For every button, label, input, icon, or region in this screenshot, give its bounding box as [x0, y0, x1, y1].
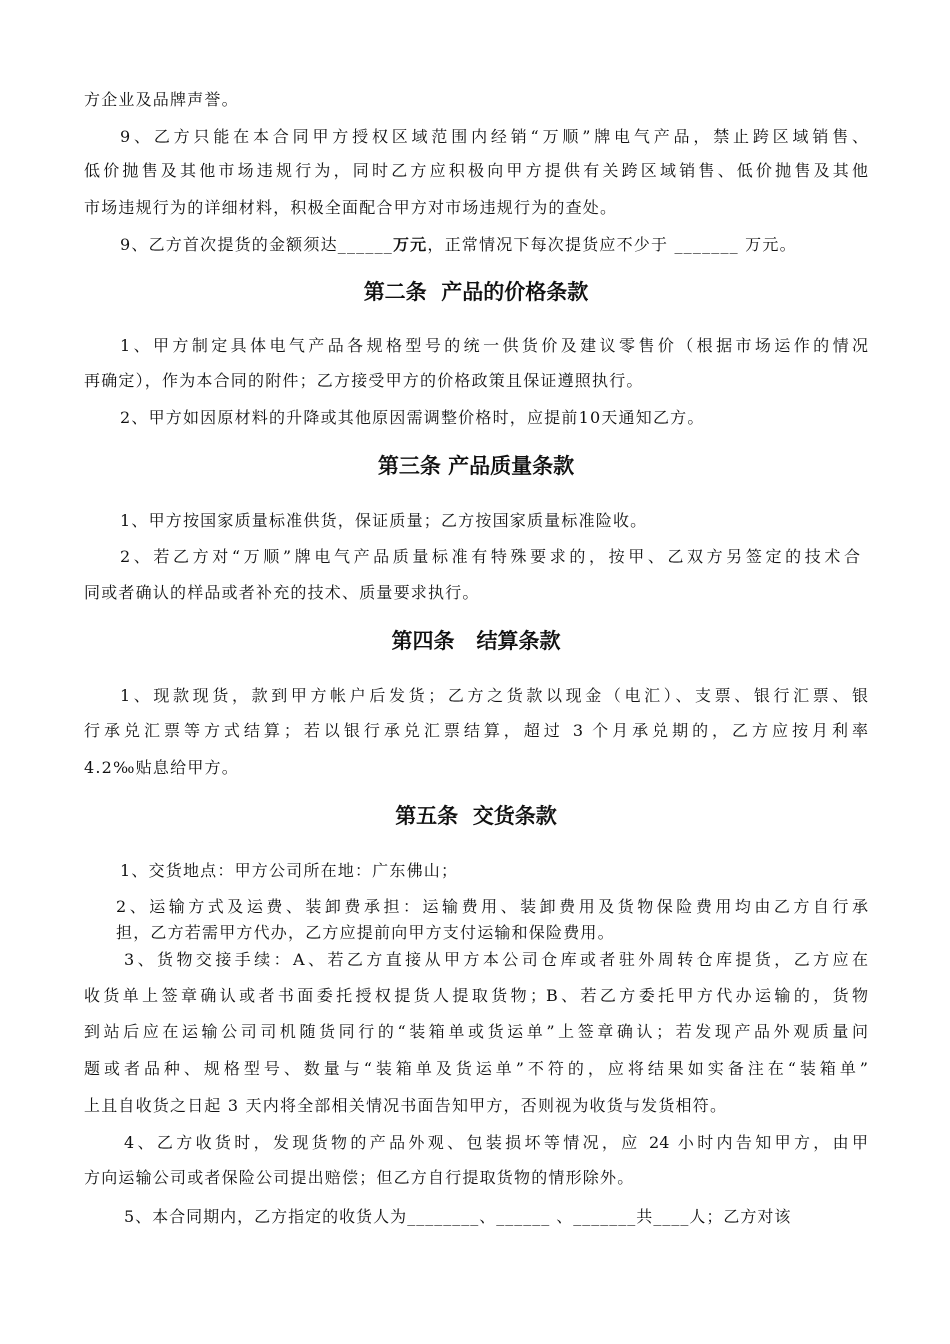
- paragraph-line: 4.2‰贴息给甲方。: [84, 758, 239, 777]
- paragraph-line: 方企业及品牌声誉。: [84, 90, 239, 109]
- paragraph-line: 1、交货地点：甲方公司所在地：广东佛山；: [120, 861, 459, 880]
- paragraph-line: 行承兑汇票等方式结算；若以银行承兑汇票结算，超过 3 个月承兑期的，乙方应按月利率: [84, 721, 868, 740]
- paragraph-line: 同或者确认的样品或者补充的技术、质量要求执行。: [84, 583, 480, 602]
- paragraph-line: 担，乙方若需甲方代办，乙方应提前向甲方支付运输和保险费用。: [116, 923, 615, 942]
- paragraph-line: 到站后应在运输公司司机随货同行的“装箱单或货运单”上签章确认；若发现产品外观质量问: [84, 1022, 868, 1041]
- paragraph-line: 收货单上签章确认或者书面委托授权提货人提取货物；B、若乙方委托甲方代办运输的，货物: [84, 986, 868, 1005]
- text-segment: 万元。: [738, 235, 797, 254]
- paragraph-line-with-blanks: [124, 1206, 868, 1228]
- text-segment: 共: [636, 1207, 654, 1226]
- paragraph-line: 1、甲方按国家质量标准供货，保证质量；乙方按国家质量标准险收。: [120, 511, 648, 530]
- paragraph-line: 2、甲方如因原材料的升降或其他原因需调整价格时，应提前10天通知乙方。: [120, 408, 705, 427]
- receiver-blank: _______: [573, 1207, 637, 1226]
- text-segment: 、: [550, 1207, 574, 1226]
- section-heading: 第三条 产品质量条款: [377, 454, 575, 478]
- amount-blank: _______: [674, 235, 739, 254]
- text-segment: 9、乙方首次提货的金额须达: [120, 235, 338, 254]
- count-blank: ____: [653, 1207, 690, 1226]
- receiver-blank: ______: [496, 1207, 551, 1226]
- paragraph-line: 1、甲方制定具体电气产品各规格型号的统一供货价及建议零售价（根据市场运作的情况: [120, 336, 868, 355]
- unit-label: 万元: [392, 235, 428, 254]
- paragraph-line: 2、运输方式及运费、装卸费承担：运输费用、装卸费用及货物保险费用均由乙方自行承: [116, 897, 868, 916]
- paragraph-line: 上且自收货之日起 3 天内将全部相关情况书面告知甲方，否则视为收货与发货相符。: [84, 1096, 728, 1115]
- paragraph-line: 题或者品种、规格型号、数量与“装箱单及货运单”不符的，应将结果如实备注在“装箱单”: [84, 1059, 868, 1078]
- text-segment: 人；乙方对该: [689, 1207, 792, 1226]
- paragraph-line: 市场违规行为的详细材料，积极全面配合甲方对市场违规行为的查处。: [84, 198, 618, 217]
- section-heading: 第四条 结算条款: [391, 629, 561, 653]
- paragraph-line-with-blanks: [120, 234, 868, 256]
- paragraph-line: 3、货物交接手续：A、若乙方直接从甲方本公司仓库或者驻外周转仓库提货，乙方应在: [124, 950, 868, 969]
- text-segment: 、: [479, 1207, 497, 1226]
- text-segment: ，正常情况下每次提货应不少于: [427, 235, 675, 254]
- paragraph-line: 9、乙方只能在本合同甲方授权区域范围内经销“万顺”牌电气产品，禁止跨区域销售、: [120, 127, 868, 146]
- section-heading: 第二条 产品的价格条款: [363, 280, 589, 304]
- paragraph-line: 方向运输公司或者保险公司提出赔偿；但乙方自行提取货物的情形除外。: [84, 1168, 635, 1187]
- paragraph-line: 2、若乙方对“万顺”牌电气产品质量标准有特殊要求的，按甲、乙双方另签定的技术合: [120, 547, 860, 566]
- amount-blank: ______: [337, 235, 393, 254]
- text-segment: 5、本合同期内，乙方指定的收货人为: [124, 1207, 408, 1226]
- paragraph-line: 再确定），作为本合同的附件；乙方接受甲方的价格政策且保证遵照执行。: [84, 371, 644, 390]
- receiver-blank: ________: [407, 1207, 480, 1226]
- section-heading: 第五条 交货条款: [395, 804, 557, 828]
- paragraph-line: 4、乙方收货时，发现货物的产品外观、包装损坏等情况，应 24 小时内告知甲方，由甲: [124, 1133, 868, 1152]
- paragraph-line: 低价抛售及其他市场违规行为，同时乙方应积极向甲方提供有关跨区域销售、低价抛售及其他: [84, 161, 868, 180]
- paragraph-line: 1、现款现货，款到甲方帐户后发货；乙方之货款以现金（电汇）、支票、银行汇票、银: [120, 686, 868, 705]
